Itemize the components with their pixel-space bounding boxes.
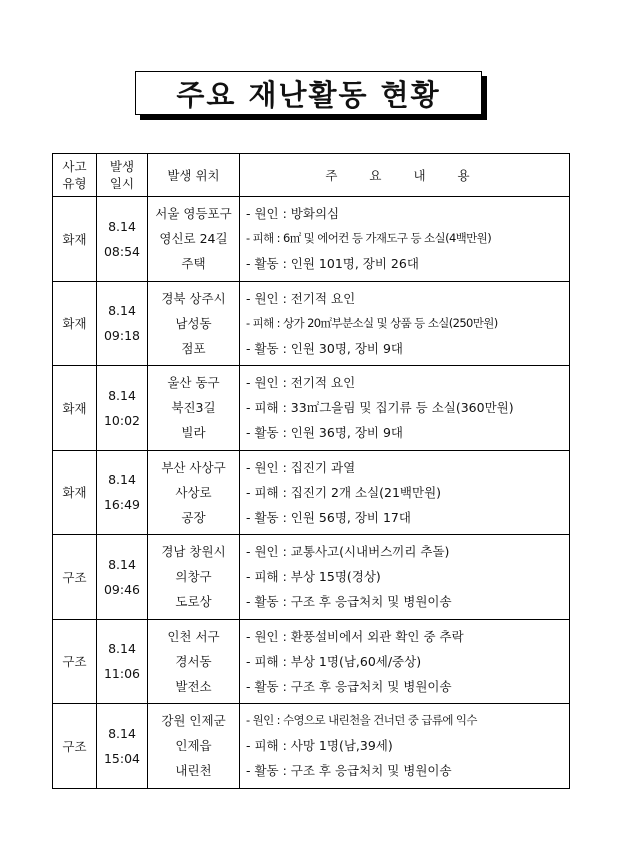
loc-line: 남성동 [175,315,212,331]
loc-line: 사상로 [175,484,212,500]
cell-content [240,197,570,282]
cell-time: 09:18 [103,328,141,344]
header-type-line1: 사고 [62,159,87,174]
cause-line: - 원인 : 환풍설비에서 외관 확인 중 추락 [246,628,464,644]
loc-line: 인제읍 [175,738,212,754]
cell-date: 8.14 [108,556,136,572]
loc-line: 주택 [181,256,206,272]
loc-line: 내린천 [175,763,212,779]
loc-line: 영신로 24길 [159,231,228,247]
activity-line: - 활동 : 구조 후 응급처치 및 병원이송 [246,594,452,610]
page-title: 주요 재난활동 현황 [135,71,482,115]
cell-date: 8.14 [108,218,136,234]
cell-type: 화재 [53,366,97,451]
cell-datetime [97,281,148,366]
table-row [53,535,570,620]
header-date-line1: 발생 [109,159,135,174]
table-row [53,197,570,282]
cell-time: 11:06 [103,666,141,682]
damage-line: - 피해 : 집진기 2개 소실(21백만원) [246,484,442,500]
damage-line: - 피해 : 상가 20㎡부분소실 및 상품 등 소실(250만원) [246,315,498,330]
header-location: 발생 위치 [148,154,240,197]
table-row [53,450,570,535]
loc-line: 발전소 [175,678,212,694]
cell-type: 화재 [53,197,97,282]
cell-location [148,197,240,282]
cell-datetime [97,535,148,620]
cause-line: - 원인 : 집진기 과열 [246,459,356,475]
activity-line: - 활동 : 인원 30명, 장비 9대 [246,340,403,356]
header-content: 주 요 내 용 [240,154,570,197]
cell-content [240,366,570,451]
damage-line: - 피해 : 33㎡그을림 및 집기류 등 소실(360만원) [246,400,514,416]
loc-line: 경남 창원시 [161,544,226,560]
cell-datetime [97,366,148,451]
cell-date: 8.14 [108,387,136,403]
cell-date: 8.14 [108,641,136,657]
loc-line: 공장 [181,509,206,525]
activity-line: - 활동 : 인원 56명, 장비 17대 [246,509,411,525]
loc-line: 북진3길 [171,400,216,416]
cause-line: - 원인 : 방화의심 [246,206,340,222]
loc-line: 의창구 [175,569,212,585]
header-date-line2: 일시 [109,176,135,191]
loc-line: 도로상 [175,594,212,610]
cell-type: 화재 [53,281,97,366]
cell-location [148,450,240,535]
cell-content [240,704,570,789]
cell-content [240,619,570,704]
cause-line: - 원인 : 교통사고(시내버스끼리 추돌) [246,544,450,560]
loc-line: 경서동 [175,653,212,669]
cell-location [148,619,240,704]
loc-line: 빌라 [181,425,206,441]
loc-line: 강원 인제군 [161,713,226,729]
loc-line: 인천 서구 [167,628,220,644]
damage-line: - 피해 : 사망 1명(남,39세) [246,738,393,754]
cell-datetime [97,197,148,282]
cause-line: - 원인 : 전기적 요인 [246,290,356,306]
activity-line: - 활동 : 구조 후 응급처치 및 병원이송 [246,678,452,694]
cell-content [240,535,570,620]
table-row [53,704,570,789]
activity-line: - 활동 : 구조 후 응급처치 및 병원이송 [246,763,452,779]
cell-location [148,535,240,620]
cell-datetime [97,704,148,789]
cell-date: 8.14 [108,725,136,741]
loc-line: 점포 [181,340,206,356]
table-header-row [53,154,570,197]
loc-line: 울산 동구 [167,375,220,391]
disaster-table [52,153,570,789]
cell-type: 구조 [53,704,97,789]
cause-line: - 원인 : 수영으로 내린천을 건너던 중 급류에 익수 [246,713,477,728]
header-type-line2: 유형 [62,176,87,191]
damage-line: - 피해 : 6㎡ 및 에어컨 등 가재도구 등 소실(4백만원) [246,231,492,246]
cell-location [148,366,240,451]
cell-location [148,704,240,789]
cell-time: 09:46 [103,581,141,597]
table-row [53,619,570,704]
table-row [53,281,570,366]
loc-line: 경북 상주시 [161,290,226,306]
loc-line: 서울 영등포구 [155,206,232,222]
cell-datetime [97,619,148,704]
cell-location [148,281,240,366]
cell-type: 구조 [53,619,97,704]
cell-time: 15:04 [103,750,141,766]
header-date [97,154,148,197]
cause-line: - 원인 : 전기적 요인 [246,375,356,391]
cell-datetime [97,450,148,535]
cell-type: 화재 [53,450,97,535]
cell-time: 10:02 [103,412,141,428]
activity-line: - 활동 : 인원 36명, 장비 9대 [246,425,403,441]
cell-content [240,450,570,535]
damage-line: - 피해 : 부상 1명(남,60세/중상) [246,653,422,669]
cell-date: 8.14 [108,303,136,319]
cell-date: 8.14 [108,472,136,488]
activity-line: - 활동 : 인원 101명, 장비 26대 [246,256,419,272]
cell-time: 16:49 [103,497,141,513]
cell-content [240,281,570,366]
cell-time: 08:54 [103,243,141,259]
header-type [53,154,97,197]
cell-type: 구조 [53,535,97,620]
table-row [53,366,570,451]
damage-line: - 피해 : 부상 15명(경상) [246,569,381,585]
loc-line: 부산 사상구 [161,459,226,475]
